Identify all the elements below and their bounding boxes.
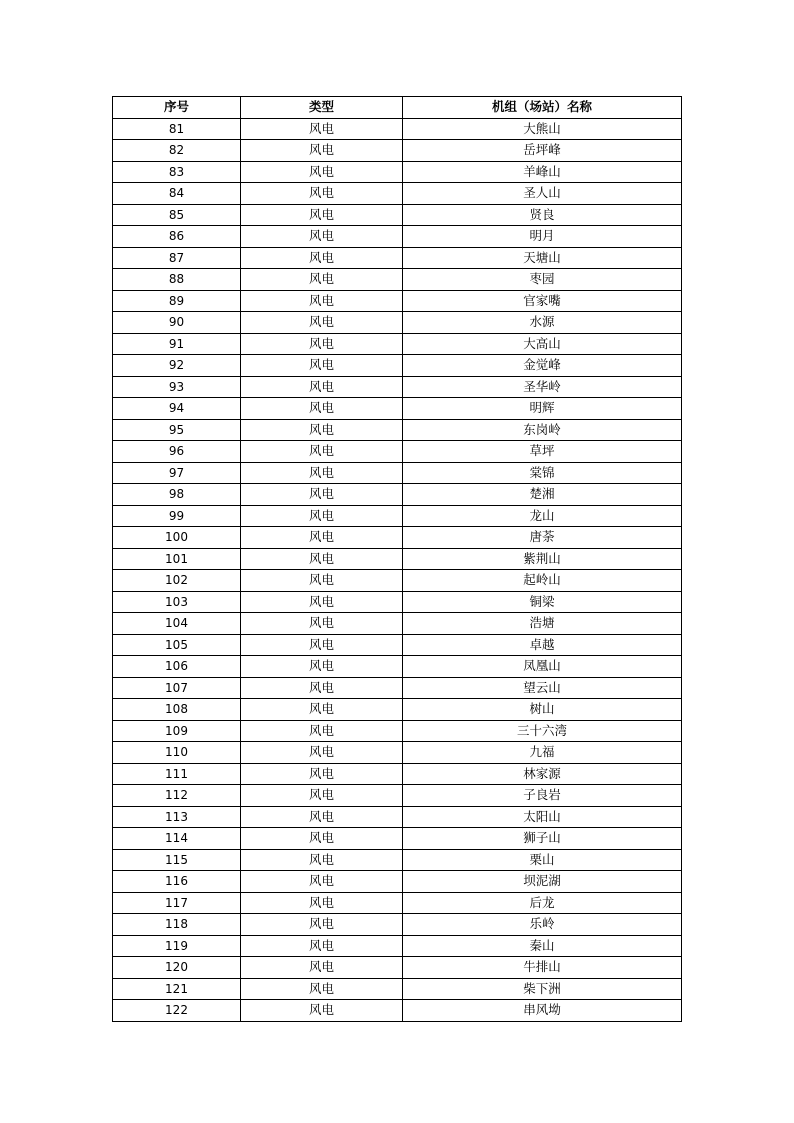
table-row [113, 204, 682, 226]
cell-serial-number: 92 [113, 355, 241, 377]
cell-unit-name: 九福 [403, 742, 682, 764]
cell-type: 风电 [241, 441, 403, 463]
cell-unit-name: 铜梁 [403, 591, 682, 613]
cell-unit-name: 楚湘 [403, 484, 682, 506]
cell-unit-name: 三十六湾 [403, 720, 682, 742]
header-unit-name: 机组（场站）名称 [403, 97, 682, 119]
table-row [113, 355, 682, 377]
table-row [113, 613, 682, 635]
cell-type: 风电 [241, 849, 403, 871]
cell-serial-number: 81 [113, 118, 241, 140]
cell-type: 风电 [241, 505, 403, 527]
cell-serial-number: 116 [113, 871, 241, 893]
cell-serial-number: 93 [113, 376, 241, 398]
cell-type: 风电 [241, 118, 403, 140]
cell-serial-number: 91 [113, 333, 241, 355]
cell-type: 风电 [241, 1000, 403, 1022]
table-row [113, 161, 682, 183]
cell-unit-name: 树山 [403, 699, 682, 721]
table-row [113, 333, 682, 355]
cell-type: 风电 [241, 978, 403, 1000]
cell-type: 风电 [241, 656, 403, 678]
table-row [113, 398, 682, 420]
cell-type: 风电 [241, 226, 403, 248]
cell-unit-name: 圣人山 [403, 183, 682, 205]
cell-serial-number: 105 [113, 634, 241, 656]
table-row [113, 570, 682, 592]
cell-unit-name: 栗山 [403, 849, 682, 871]
cell-type: 风电 [241, 462, 403, 484]
cell-unit-name: 岳坪峰 [403, 140, 682, 162]
table-row [113, 892, 682, 914]
cell-serial-number: 108 [113, 699, 241, 721]
table-row [113, 699, 682, 721]
cell-serial-number: 98 [113, 484, 241, 506]
cell-unit-name: 金觉峰 [403, 355, 682, 377]
cell-type: 风电 [241, 785, 403, 807]
cell-unit-name: 串风坳 [403, 1000, 682, 1022]
table-row [113, 763, 682, 785]
cell-serial-number: 94 [113, 398, 241, 420]
cell-type: 风电 [241, 290, 403, 312]
cell-unit-name: 圣华岭 [403, 376, 682, 398]
table-row [113, 1000, 682, 1022]
cell-serial-number: 110 [113, 742, 241, 764]
table-row [113, 720, 682, 742]
cell-type: 风电 [241, 183, 403, 205]
table-header [113, 97, 682, 119]
cell-serial-number: 99 [113, 505, 241, 527]
table-row [113, 656, 682, 678]
cell-type: 风电 [241, 957, 403, 979]
cell-unit-name: 起岭山 [403, 570, 682, 592]
cell-unit-name: 浩塘 [403, 613, 682, 635]
cell-type: 风电 [241, 613, 403, 635]
cell-serial-number: 87 [113, 247, 241, 269]
table-row [113, 849, 682, 871]
table-row [113, 118, 682, 140]
cell-unit-name: 明月 [403, 226, 682, 248]
cell-unit-name: 天塘山 [403, 247, 682, 269]
cell-type: 风电 [241, 419, 403, 441]
table-row [113, 462, 682, 484]
cell-unit-name: 柴下洲 [403, 978, 682, 1000]
cell-unit-name: 凤凰山 [403, 656, 682, 678]
cell-type: 风电 [241, 247, 403, 269]
cell-unit-name: 明辉 [403, 398, 682, 420]
cell-type: 风电 [241, 204, 403, 226]
table-row [113, 419, 682, 441]
cell-unit-name: 唐荼 [403, 527, 682, 549]
table-row [113, 140, 682, 162]
table-row [113, 505, 682, 527]
table-row [113, 441, 682, 463]
cell-serial-number: 104 [113, 613, 241, 635]
cell-serial-number: 84 [113, 183, 241, 205]
cell-unit-name: 贤良 [403, 204, 682, 226]
cell-serial-number: 109 [113, 720, 241, 742]
cell-unit-name: 坝泥湖 [403, 871, 682, 893]
cell-serial-number: 103 [113, 591, 241, 613]
table-row [113, 183, 682, 205]
cell-unit-name: 水源 [403, 312, 682, 334]
cell-type: 风电 [241, 677, 403, 699]
table-row [113, 828, 682, 850]
cell-type: 风电 [241, 591, 403, 613]
cell-type: 风电 [241, 398, 403, 420]
cell-type: 风电 [241, 269, 403, 291]
table-row [113, 548, 682, 570]
cell-serial-number: 100 [113, 527, 241, 549]
cell-serial-number: 122 [113, 1000, 241, 1022]
cell-unit-name: 后龙 [403, 892, 682, 914]
table-row [113, 484, 682, 506]
unit-list-table [112, 96, 682, 1022]
cell-type: 风电 [241, 527, 403, 549]
cell-unit-name: 棠锦 [403, 462, 682, 484]
table-row [113, 742, 682, 764]
cell-serial-number: 89 [113, 290, 241, 312]
cell-type: 风电 [241, 742, 403, 764]
cell-type: 风电 [241, 548, 403, 570]
cell-type: 风电 [241, 634, 403, 656]
cell-type: 风电 [241, 355, 403, 377]
cell-unit-name: 乐岭 [403, 914, 682, 936]
cell-type: 风电 [241, 871, 403, 893]
cell-unit-name: 龙山 [403, 505, 682, 527]
cell-unit-name: 卓越 [403, 634, 682, 656]
cell-serial-number: 119 [113, 935, 241, 957]
cell-serial-number: 101 [113, 548, 241, 570]
cell-serial-number: 118 [113, 914, 241, 936]
cell-serial-number: 90 [113, 312, 241, 334]
cell-serial-number: 107 [113, 677, 241, 699]
cell-serial-number: 83 [113, 161, 241, 183]
cell-serial-number: 111 [113, 763, 241, 785]
cell-unit-name: 紫荆山 [403, 548, 682, 570]
cell-type: 风电 [241, 376, 403, 398]
table-body [113, 118, 682, 1021]
table-row [113, 290, 682, 312]
cell-unit-name: 林家源 [403, 763, 682, 785]
cell-serial-number: 88 [113, 269, 241, 291]
cell-type: 风电 [241, 312, 403, 334]
cell-unit-name: 太阳山 [403, 806, 682, 828]
cell-type: 风电 [241, 763, 403, 785]
cell-unit-name: 草坪 [403, 441, 682, 463]
cell-type: 风电 [241, 828, 403, 850]
table-row [113, 312, 682, 334]
cell-serial-number: 121 [113, 978, 241, 1000]
table-row [113, 935, 682, 957]
table-row [113, 269, 682, 291]
cell-unit-name: 大熊山 [403, 118, 682, 140]
table-row [113, 634, 682, 656]
cell-serial-number: 102 [113, 570, 241, 592]
cell-serial-number: 120 [113, 957, 241, 979]
header-type: 类型 [241, 97, 403, 119]
cell-serial-number: 85 [113, 204, 241, 226]
cell-serial-number: 117 [113, 892, 241, 914]
cell-unit-name: 羊峰山 [403, 161, 682, 183]
table-row [113, 226, 682, 248]
cell-serial-number: 95 [113, 419, 241, 441]
cell-unit-name: 望云山 [403, 677, 682, 699]
cell-unit-name: 秦山 [403, 935, 682, 957]
cell-unit-name: 狮子山 [403, 828, 682, 850]
cell-type: 风电 [241, 720, 403, 742]
cell-type: 风电 [241, 914, 403, 936]
table-row [113, 806, 682, 828]
table-row [113, 871, 682, 893]
cell-serial-number: 96 [113, 441, 241, 463]
cell-type: 风电 [241, 892, 403, 914]
table-row [113, 785, 682, 807]
cell-serial-number: 82 [113, 140, 241, 162]
cell-type: 风电 [241, 935, 403, 957]
cell-unit-name: 牛排山 [403, 957, 682, 979]
cell-serial-number: 112 [113, 785, 241, 807]
cell-unit-name: 官家嘴 [403, 290, 682, 312]
cell-unit-name: 大高山 [403, 333, 682, 355]
cell-serial-number: 115 [113, 849, 241, 871]
cell-serial-number: 113 [113, 806, 241, 828]
cell-type: 风电 [241, 699, 403, 721]
cell-serial-number: 114 [113, 828, 241, 850]
cell-type: 风电 [241, 570, 403, 592]
cell-type: 风电 [241, 484, 403, 506]
cell-unit-name: 子良岩 [403, 785, 682, 807]
table-row [113, 957, 682, 979]
header-serial-number: 序号 [113, 97, 241, 119]
table-row [113, 376, 682, 398]
unit-list-table-container [112, 96, 681, 1022]
cell-type: 风电 [241, 806, 403, 828]
cell-type: 风电 [241, 333, 403, 355]
table-row [113, 591, 682, 613]
cell-serial-number: 97 [113, 462, 241, 484]
cell-type: 风电 [241, 140, 403, 162]
table-row [113, 914, 682, 936]
cell-unit-name: 枣园 [403, 269, 682, 291]
table-row [113, 527, 682, 549]
cell-unit-name: 东岗岭 [403, 419, 682, 441]
cell-type: 风电 [241, 161, 403, 183]
table-row [113, 247, 682, 269]
cell-serial-number: 106 [113, 656, 241, 678]
table-row [113, 677, 682, 699]
cell-serial-number: 86 [113, 226, 241, 248]
table-row [113, 978, 682, 1000]
header-row [113, 97, 682, 119]
